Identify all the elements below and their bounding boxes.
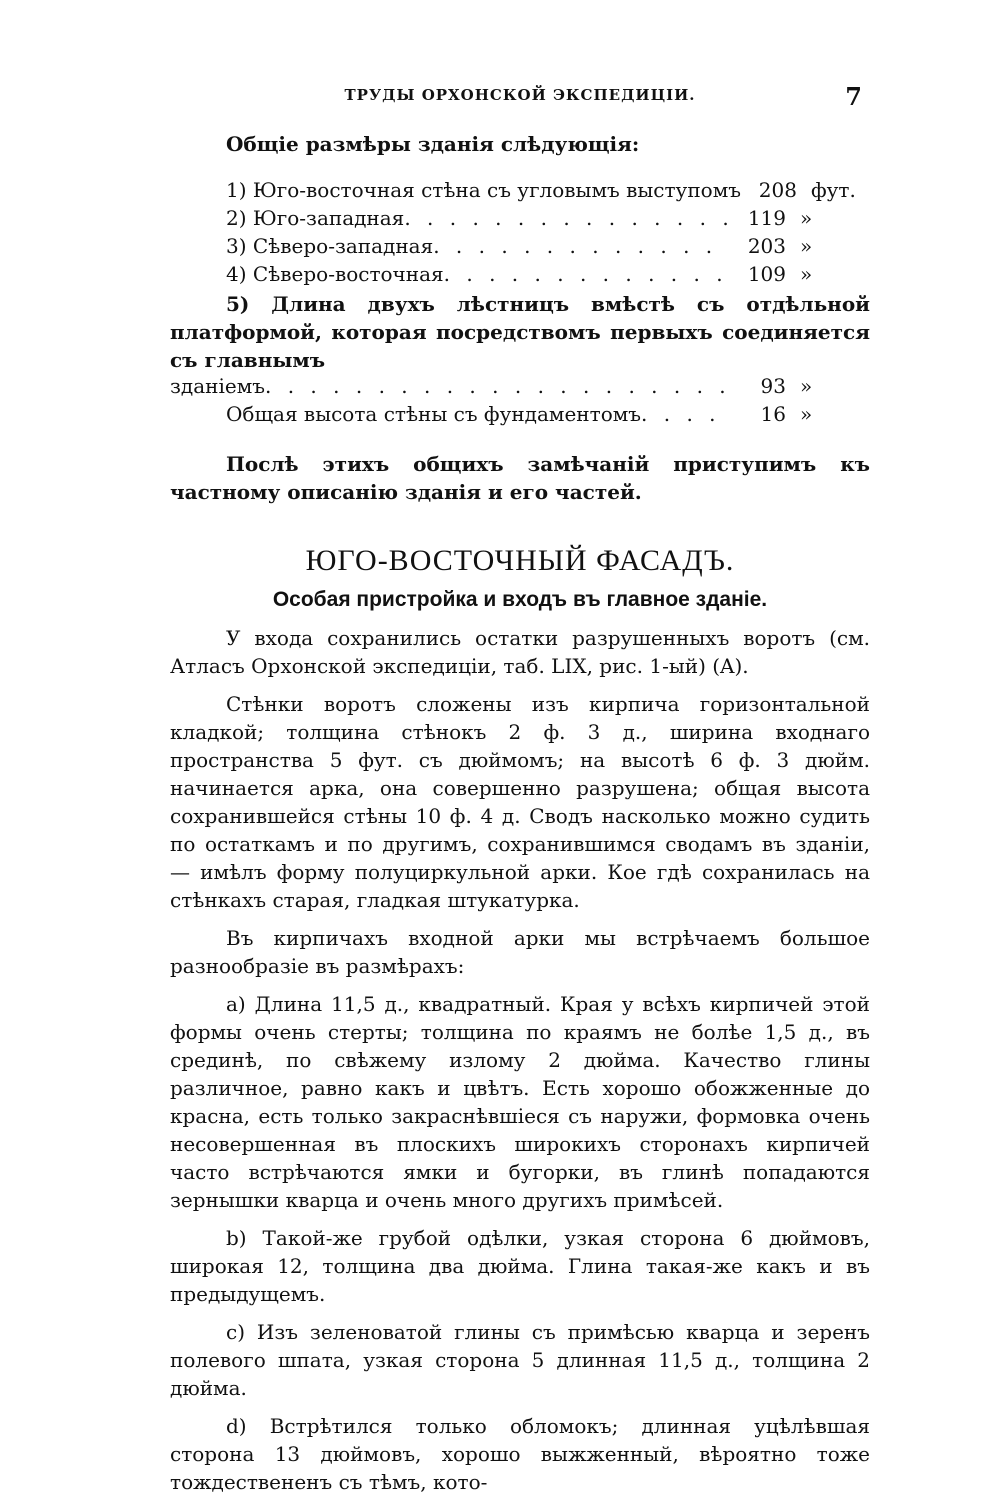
dimension-label: Общая высота стѣны съ фундаментомъ <box>226 402 642 426</box>
section-subtitle: Особая пристройка и входъ въ главное зданіе. <box>272 588 768 611</box>
body-paragraph: Въ кирпичахъ входной арки мы встрѣчаемъ большое разнообразіе въ размѣрахъ: <box>170 926 870 978</box>
dimension-label: зданіемъ <box>170 374 265 398</box>
body-paragraph: d) Встрѣтился только обломокъ; длинная уцѣлѣвшая сторона 13 дюймовъ, хорошо выжженный, вѣроятно тоже тождествененъ съ тѣмъ, кото- <box>170 1414 870 1494</box>
running-title: ТРУДЫ ОРХОНСКОЙ ЭКСПЕДИЦІИ. <box>344 86 696 104</box>
leader-dots <box>433 234 730 258</box>
body-paragraph: У входа сохранились остатки разрушенныхъ воротъ (см. Атласъ Орхонской экспедиціи, таб. LIX, рис. 1-ый) (A). <box>170 626 870 678</box>
leader-dots <box>404 206 730 230</box>
dimension-value: 119 <box>747 206 786 230</box>
dimension-row <box>170 234 870 262</box>
dimension-label: 1) Юго-восточная стѣна съ угловымъ выступомъ <box>226 178 741 202</box>
body-paragraph: b) Такой-же грубой одѣлки, узкая сторона 6 дюймовъ, широкая 12, толщина два дюйма. Глина такая-же какъ и въ предыдущемъ. <box>170 1226 870 1306</box>
dimension-value: 208 <box>758 178 797 202</box>
dimension-row <box>170 206 870 234</box>
dimension-unit: фут. <box>810 178 856 202</box>
body-paragraph: Стѣнки воротъ сложены изъ кирпича горизонтальной кладкой; толщина стѣнокъ 2 ф. 3 д., ширина входнаго пространства 5 фут. съ дюймомъ; на высотѣ 6 ф. 3 дюйм. начинается арка, она совершенно разрушена; общая высота сохранившейся стѣны 10 ф. 4 д. Сводъ насколько можно судить по остаткамъ и по другимъ, сохранившимся сводамъ въ зданіи, — имѣлъ форму полуциркульной арки. Кое гдѣ сохранилась на стѣнкахъ старая, гладкая штукатурка. <box>170 692 870 912</box>
leader-dots <box>265 374 730 398</box>
dimension-unit: » <box>800 234 813 258</box>
dimension-row <box>170 374 870 402</box>
dimension-row <box>170 178 870 206</box>
page-number: 7 <box>845 82 862 111</box>
dimension-unit: » <box>800 402 813 426</box>
page-header <box>170 82 870 116</box>
page-body <box>170 132 870 1496</box>
leader-dots <box>641 402 730 426</box>
transition-paragraph: Послѣ этихъ общихъ замѣчаній приступимъ къ частному описанію зданія и его частей. <box>170 452 870 504</box>
body-paragraph: c) Изъ зеленоватой глины съ примѣсью кварца и зеренъ полевого шпата, узкая сторона 5 длинная 11,5 д., толщина 2 дюйма. <box>170 1320 870 1400</box>
leader-dots <box>444 262 730 286</box>
dimension-unit: » <box>800 262 813 286</box>
dimensions-intro: Общіе размѣры зданія слѣдующія: <box>226 132 640 156</box>
dimension-unit: » <box>800 206 813 230</box>
dimension-label: 2) Юго-западная <box>226 206 405 230</box>
dimension-row-5-text: 5) Длина двухъ лѣстницъ вмѣстѣ съ отдѣльной платформой, которая посредствомъ первыхъ соединяется съ главнымъ <box>170 292 870 372</box>
dimension-value: 16 <box>760 402 786 426</box>
dimension-value: 109 <box>747 262 786 286</box>
dimension-value: 93 <box>760 374 786 398</box>
dimension-unit: » <box>800 374 813 398</box>
dimension-row <box>170 262 870 290</box>
dimension-label: 3) Сѣверо-западная <box>226 234 434 258</box>
body-paragraph: a) Длина 11,5 д., квадратный. Края у всѣхъ кирпичей этой формы очень стерты; толщина по краямъ не болѣе 1,5 д., въ срединѣ, по свѣжему излому 2 дюйма. Качество глины различное, равно какъ и цвѣтъ. Есть хорошо обожженные до красна, есть только закраснѣвшіеся съ наружи, формовка очень несовершенная въ плоскихъ широкихъ сторонахъ кирпичей часто встрѣчаются ямки и бугорки, въ глинѣ попадаются зернышки кварца и очень много другихъ примѣсей. <box>170 992 870 1212</box>
dimension-label: 4) Сѣверо-восточная <box>226 262 444 286</box>
dimension-value: 203 <box>747 234 786 258</box>
dimension-row <box>170 402 870 430</box>
section-title: ЮГО-ВОСТОЧНЫЙ ФАСАДЪ. <box>305 544 735 577</box>
